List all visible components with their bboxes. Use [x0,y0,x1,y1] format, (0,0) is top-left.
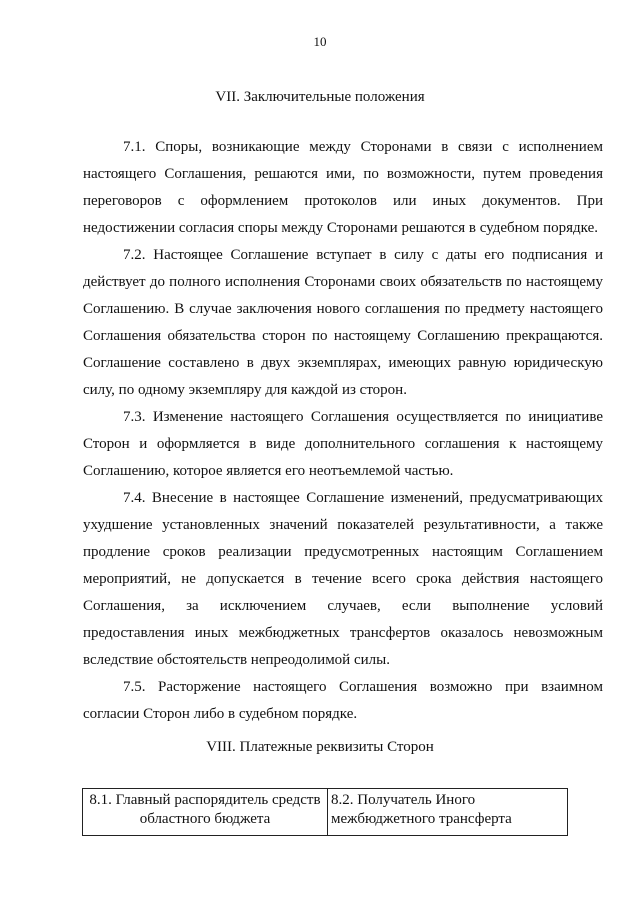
page-number: 10 [313,34,327,49]
final-provisions-body [83,134,603,728]
section-heading-final-provisions: VII. Заключительные положения [215,89,425,105]
table-cell-transfer-recipient: 8.2. Получатель Иного межбюджетного трансферта [328,789,568,836]
section-heading-payment-details: VIII. Платежные реквизиты Сторон [206,739,434,755]
table-cell-chief-administrator: 8.1. Главный распорядитель средств областного бюджета [83,789,328,836]
paragraph-7-1: 7.1. Споры, возникающие между Сторонами в связи с исполнением настоящего Соглашения, решаются ими, по возможности, путем проведения переговоров с оформлением протоколов или иных документов. При недостижении согласия споры между Сторонами решаются в судебном порядке. [83,139,603,236]
paragraph-7-2: 7.2. Настоящее Соглашение вступает в силу с даты его подписания и действует до полного исполнения Сторонами своих обязательств по настоящему Соглашению. В случае заключения нового соглашения по предмету настоящего Соглашения обязательства сторон по настоящему Соглашению прекращаются. Соглашение составлено в двух экземплярах, имеющих равную юридическую силу, по одному экземпляру для каждой из сторон. [83,247,603,398]
payment-details-table [82,788,568,836]
paragraph-7-5: 7.5. Расторжение настоящего Соглашения возможно при взаимном согласии Сторон либо в судебном порядке. [83,679,603,722]
paragraph-7-3: 7.3. Изменение настоящего Соглашения осуществляется по инициативе Сторон и оформляется в виде дополнительного соглашения к настоящему Соглашению, которое является его неотъемлемой частью. [83,409,603,479]
paragraph-7-4: 7.4. Внесение в настоящее Соглашение изменений, предусматривающих ухудшение установленных значений показателей результативности, а также продление сроков реализации предусмотренных настоящим Соглашением мероприятий, не допускается в течение всего срока действия настоящего Соглашения, за исключением случаев, если выполнение условий предоставления иных межбюджетных трансфертов оказалось невозможным вследствие обстоятельств непреодолимой силы. [83,490,603,668]
table-row [83,789,568,836]
